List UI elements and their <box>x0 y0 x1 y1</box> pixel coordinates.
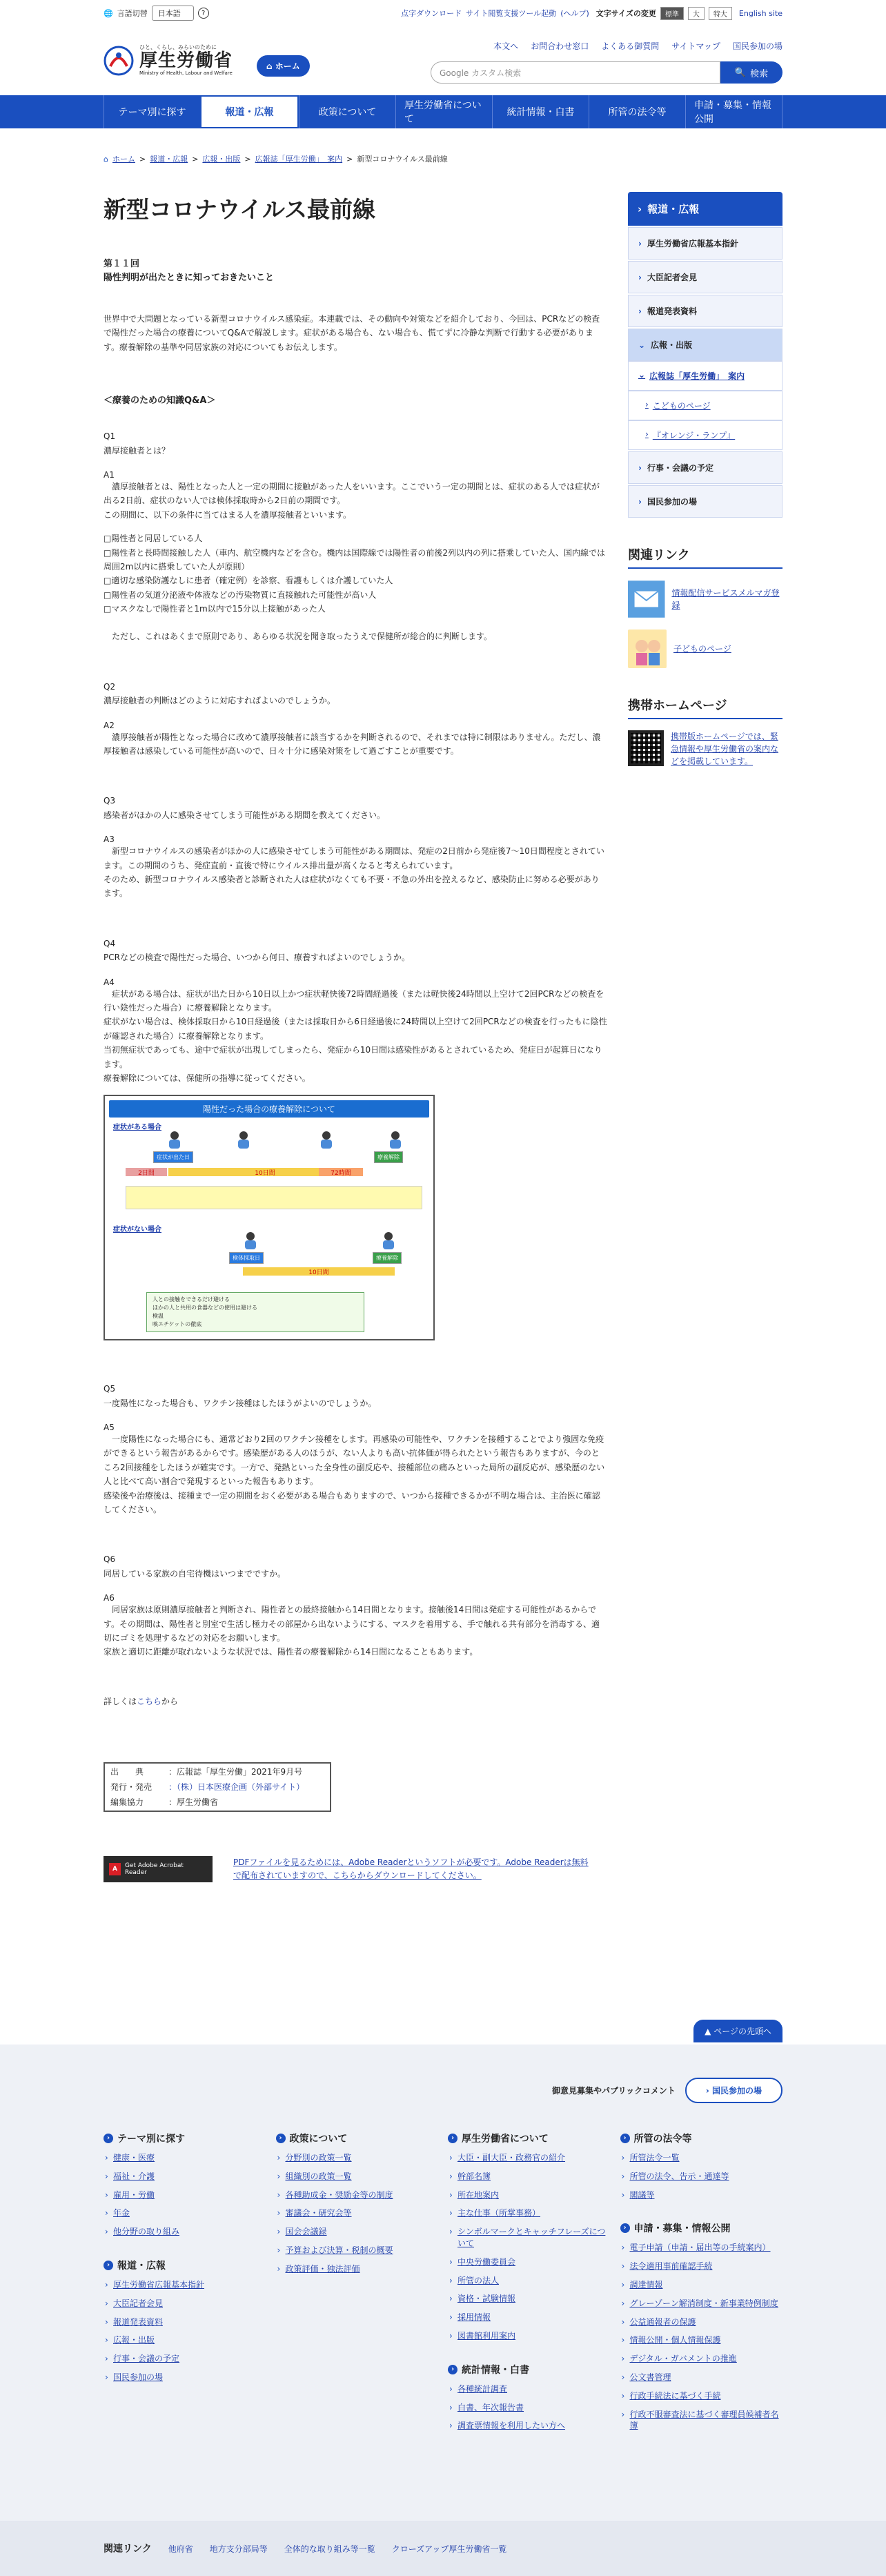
table-row <box>106 1780 328 1794</box>
breadcrumb-publication[interactable]: 広報・出版 <box>202 155 241 164</box>
question-6: Q6 同居している家族の自宅待機はいつまでですか。 <box>104 1554 286 1579</box>
answer-3-body: 新型コロナウイルスの感染者がほかの人に感染させてしまう可能性がある期間は、発症の2日前から発症後7～10日間程度とされています。この期間のうち、発症直前・直後で特にウイルス排出量が高くなると考えられています。 そのため、新型コロナウイルス感染者と診断された人は症状がなくても不要・不急の外出を控えるなど、感染防止に努める必要があります。 <box>104 846 604 899</box>
footer-link[interactable]: › 公文書管理 <box>630 2372 783 2383</box>
footer-col-laws <box>620 2131 783 2439</box>
footer-heading-label: 申請・募集・情報公開 <box>633 2223 731 2235</box>
list-item: 検温 <box>152 1313 164 1320</box>
sidebar-item-publication[interactable] <box>628 329 782 361</box>
footer-col-about <box>448 2131 611 2439</box>
breadcrumb-press[interactable]: 報道・広報 <box>150 155 188 164</box>
participation-button[interactable] <box>685 2078 782 2103</box>
footer-heading <box>620 2131 783 2145</box>
page-top-button[interactable] <box>693 2020 782 2042</box>
house-icon: ⌂ <box>266 61 273 71</box>
list-item: □マスクなしで陽性者と1m以内で15分以上接触があった人 <box>104 604 326 614</box>
arrow-circle-icon: › <box>448 2365 457 2374</box>
chevron-up-icon: ▲ <box>705 2027 711 2036</box>
answer-5-label: A5 <box>104 1423 115 1433</box>
footer-link[interactable]: › 行政不服審査法に基づく審理員候補者名簿 <box>630 2409 783 2432</box>
related-link-label: 子どものページ <box>673 644 731 654</box>
credit-value[interactable]: ：（株）日本医療企画（外部サイト） <box>168 1782 305 1792</box>
credit-table <box>104 1762 331 1812</box>
footer-link[interactable]: › 中央労働委員会 <box>457 2256 611 2268</box>
footer-link[interactable]: › 幹部名簿 <box>457 2171 611 2183</box>
arrow-circle-icon: › <box>276 2134 286 2143</box>
gnav-policy[interactable]: 政策について <box>299 95 395 128</box>
search-button[interactable] <box>720 61 782 84</box>
font-size-standard[interactable]: 標準 <box>660 7 684 20</box>
accessibility-tool-link[interactable]: サイト閲覧支援ツール起動 <box>466 9 557 18</box>
mobile-site <box>628 730 782 768</box>
footer-link[interactable]: › 公益通報者の保護 <box>630 2316 783 2328</box>
arrow-circle-icon: › <box>620 2223 630 2233</box>
footer-link[interactable]: › 所管法令一覧 <box>630 2152 783 2164</box>
font-size-label: 文字サイズの変更 <box>595 9 656 18</box>
qa-item-3 <box>104 794 607 900</box>
footer-link[interactable]: › 所在地案内 <box>457 2189 611 2201</box>
footer-link[interactable]: › 審議会・研究会等 <box>286 2207 439 2219</box>
logo-tagline: ひと、くらし、みらいのために <box>139 44 217 51</box>
list-item: □陽性者の気道分泌液や体液などの汚染物質に直接触れた可能性が高い人 <box>104 589 377 600</box>
footer-link[interactable]: › 所管の法令、告示・通達等 <box>630 2171 783 2183</box>
footer-link[interactable]: › 厚生労働省広報基本指針 <box>113 2279 266 2291</box>
more-suffix: から <box>161 1696 179 1706</box>
footer-link[interactable]: › デジタル・ガバメントの推進 <box>630 2353 783 2365</box>
list-item: □適切な感染防護なしに患者（確定例）を診察、看護もしくは介護していた人 <box>104 576 393 586</box>
answer-6-body: 同居家族は原則濃厚接触者と判断され、陽性者との最終接触から14日間となります。接触後14日間は発症する可能性があるからです。その期間は、陽性者と別室で生活し極力その部屋から出ないようにする、マスクを着用する、手で触れる共有部分を消毒する、適切にゴミを処理するなどの対応をお願いします。 家族と適切に距離が取れないような状況では、陽性者の療養解除から14日間になることもあります。 <box>104 1605 600 1657</box>
home-button[interactable] <box>257 55 310 77</box>
qa-item-4 <box>104 937 607 1341</box>
footer-link[interactable]: › 予算および決算・税制の概要 <box>286 2245 439 2256</box>
footer-heading-label: 所管の法令等 <box>633 2134 692 2145</box>
footer-related-label: 関連リンク <box>104 2544 152 2555</box>
qa-item-5 <box>104 1382 607 1516</box>
kids-icon <box>628 630 667 668</box>
breadcrumb: ⌂ ホーム > 報道・広報 > 広報・出版 > 広報誌「厚生労働」 案内 > 新型コロナウイルス最前線 <box>104 154 448 164</box>
footer-link[interactable]: › 主な仕事（所掌事務） <box>457 2207 611 2219</box>
gnav-about[interactable]: 厚生労働省について <box>395 95 492 128</box>
util-link-contact[interactable]: お問合わせ窓口 <box>531 41 589 51</box>
sidebar-item-label: 行事・会議の予定 <box>647 463 713 473</box>
credit-key: 編集協力 <box>110 1797 144 1807</box>
english-site-link[interactable]: English site <box>738 8 782 18</box>
question-5: Q5 一度陽性になった場合も、ワクチン接種はしたほうがよいのでしょうか。 <box>104 1384 377 1408</box>
footer-heading <box>448 2363 611 2377</box>
footer-link[interactable]: › 資格・試験情報 <box>457 2293 611 2305</box>
footer-related-link[interactable]: クローズアップ厚生労働省一覧 <box>391 2544 507 2554</box>
arrow-circle-icon: › <box>104 2134 113 2143</box>
footer-link[interactable]: › 図書館利用案内 <box>457 2330 611 2342</box>
footer-link[interactable]: › 雇用・労働 <box>113 2189 266 2201</box>
global-nav <box>0 95 886 128</box>
person-icon <box>236 1131 251 1149</box>
answer-6-label: A6 <box>104 1593 115 1603</box>
question-1: Q1 濃厚接触者とは？ <box>104 431 170 456</box>
arrow-circle-icon: › <box>104 2261 113 2270</box>
sidebar <box>628 192 782 1882</box>
adobe-reader-notice <box>104 1856 607 1882</box>
breadcrumb-magazine[interactable]: 広報誌「厚生労働」 案内 <box>255 155 343 164</box>
footer-link[interactable]: › シンボルマークとキャッチフレーズについて <box>457 2226 611 2250</box>
mobile-site-link[interactable]: 携帯版ホームページでは、緊急情報や厚生労働省の案内などを掲載しています。 <box>671 732 779 766</box>
chevron-right-icon: › <box>638 202 642 215</box>
adobe-badge-label: Get Adobe Acrobat Reader <box>124 1862 184 1876</box>
more-info <box>104 1695 607 1707</box>
footer-link[interactable]: › 年金 <box>113 2207 266 2219</box>
person-icon <box>381 1231 396 1249</box>
footer-link[interactable]: › 広報・出版 <box>113 2334 266 2346</box>
sidebar-title[interactable] <box>628 192 782 226</box>
sample-badge: 検体採取日 <box>229 1252 264 1264</box>
mhlw-logo-icon <box>104 46 134 76</box>
more-prefix: 詳しくは <box>104 1696 137 1706</box>
intro-paragraph: 世界中で大問題となっている新型コロナウイルス感染症。本連載では、その動向や対策などを紹介しており、今回は、PCRなどの検査で陽性だった場合の療養についてQ&Aで解説します。症状がある場合も、ない場合も、慌てずに冷静な判断で行動する必要があります。療養解除の基準や同居家族の対応についてもお伝えします。 <box>104 314 600 352</box>
symptom-timeline-band <box>126 1186 422 1209</box>
figure-symptom-label: 症状がある場合 <box>113 1124 161 1132</box>
footer-heading-label: 厚生労働省について <box>462 2134 549 2145</box>
footer-heading <box>620 2221 783 2235</box>
sidebar-item-press-release[interactable] <box>628 295 782 327</box>
more-info-link[interactable]: こちら <box>137 1696 162 1706</box>
answer-4-body: 症状がある場合は、症状が出た日から10日以上かつ症状軽快後72時間経過後（または軽快後24時間以上空けて2回PCRなどの検査を行い陰性だった場合）に療養解除となります。 症状がない場合は、検体採取日から10日経過後（または採取日から6日経過後に24時間以上空けて2回PCRなどの検査を行ったもに陰性が確認された場合）に療養解除となります。 当初無症状であっても、途中で症状が出現してしまったら、発症から10日間は感染性があるとされているため、発症日が起算日になります。 療養解除については、保健所の指導に従ってください。 <box>104 988 607 1083</box>
opinion-label: 御意見募集やパブリックコメント <box>552 2086 676 2096</box>
util-link-sitemap[interactable]: サイトマップ <box>671 41 720 51</box>
footer-col-policy <box>276 2131 439 2439</box>
util-link-main[interactable]: 本文へ <box>493 41 519 51</box>
main-content <box>104 192 607 1882</box>
answer-2-body: 濃厚接触者が陽性となった場合に改めて濃厚接触者に該当するかを判断されるので、それまでは特に制限はありません。ただし、濃厚接触者は感染している可能性が高いので、日々十分に感染対策をして過ごすことが重要です。 <box>104 732 601 757</box>
font-size-switcher <box>596 7 732 20</box>
list-item: □陽性者と長時間接触した人（車内、航空機内などを含む。機内は国際線では陽性者の前後2列以内の列に搭乗していた人、国内線では周囲2m以内に搭乗していた人が原則） <box>104 547 605 572</box>
answer-1-note: ただし、これはあくまで原則であり、あらゆる状況を聞き取ったうえで保健所が総合的に判断します。 <box>112 632 493 642</box>
language-switcher <box>104 6 209 21</box>
footer-link[interactable]: › 健康・医療 <box>113 2152 266 2164</box>
credit-value: ：広報誌「厚生労働」2021年9月号 <box>168 1766 303 1777</box>
page-top-label: ページの先頭へ <box>713 2027 771 2036</box>
footer-related-links <box>0 2521 886 2576</box>
sidebar-item-label: 広報・出版 <box>651 340 693 350</box>
release-badge-2: 療養解除 <box>373 1252 402 1264</box>
footer-link[interactable]: › 白書、年次報告書 <box>457 2402 611 2414</box>
issue-number: 第１１回 <box>104 259 140 269</box>
top-utility-bar <box>0 0 886 26</box>
credit-key: 発行・発売 <box>110 1782 152 1792</box>
mail-icon <box>628 580 665 618</box>
footer-heading <box>276 2131 439 2145</box>
site-logo[interactable] <box>104 26 269 95</box>
quarantine-release-figure[interactable] <box>104 1095 435 1340</box>
chevron-down-icon: ⌄ <box>638 340 646 350</box>
related-link-label: 情報配信サービスメルマガ登録 <box>671 588 780 610</box>
footer-link[interactable]: › 大臣記者会見 <box>113 2298 266 2310</box>
footer-link[interactable]: › 各種助成金・奨励金等の制度 <box>286 2189 439 2201</box>
footer-link[interactable]: › 国民参加の場 <box>113 2372 266 2383</box>
arrow-right-icon: › <box>705 2086 712 2096</box>
house-icon: ⌂ <box>104 154 108 164</box>
breadcrumb-home[interactable]: ホーム <box>112 155 135 164</box>
footer-link[interactable]: › 所管の法人 <box>457 2275 611 2287</box>
breadcrumb-current: 新型コロナウイルス最前線 <box>357 155 448 164</box>
footer-heading-label: 政策について <box>289 2134 348 2145</box>
sidebar-sub-magazine[interactable] <box>628 361 782 391</box>
table-row <box>106 1795 328 1809</box>
footer-heading <box>448 2131 611 2145</box>
footer-heading-label: 報道・広報 <box>117 2260 166 2272</box>
page-title: 新型コロナウイルス最前線 <box>104 196 376 223</box>
chevron-right-icon: › <box>638 238 642 248</box>
footer-link[interactable]: › 調査票情報を利用したい方へ <box>457 2420 611 2432</box>
footer-heading-label: テーマ別に探す <box>117 2134 185 2145</box>
gnav-laws[interactable]: 所管の法令等 <box>589 95 685 128</box>
qa-item-6 <box>104 1552 607 1659</box>
footer-link[interactable]: › 採用情報 <box>457 2312 611 2323</box>
gnav-theme[interactable]: テーマ別に探す <box>104 95 200 128</box>
footer-link[interactable]: › 各種統計調査 <box>457 2383 611 2395</box>
participation-label: 国民参加の場 <box>711 2086 762 2096</box>
person-icon <box>388 1131 403 1149</box>
mobile-heading: 携帯ホームページ <box>628 696 782 719</box>
sidebar-sub-orange-lamp[interactable] <box>628 420 782 450</box>
answer-2-label: A2 <box>104 720 115 730</box>
footer-link[interactable]: › 報道発表資料 <box>113 2316 266 2328</box>
question-3: Q3 感染者がほかの人に感染させてしまう可能性がある期間を教えてください。 <box>104 796 386 820</box>
util-link-participation[interactable]: 国民参加の場 <box>732 41 782 51</box>
two-days-bar: 2日間 <box>126 1168 167 1176</box>
credit-value: ：厚生労働省 <box>168 1797 218 1807</box>
sidebar-sub-label: 広報誌「厚生労働」 案内 <box>649 371 745 381</box>
footer-link[interactable]: › 組織別の政策一覧 <box>286 2171 439 2183</box>
list-item: 咳エチケットの徹底 <box>152 1321 202 1328</box>
util-link-faq[interactable]: よくある御質問 <box>601 41 660 51</box>
gnav-statistics[interactable]: 統計情報・白書 <box>492 95 589 128</box>
answer-1-body: 濃厚接触者とは、陽性となった人と一定の期間に接触があった人をいいます。ここでいう一定の期間とは、症状のある人では症状が出る2日前、症状のない人では検体採取時から2日前の期間です。 この期間に、以下の条件に当てはまる人を濃厚接触者といいます。 <box>104 481 600 520</box>
onset-badge: 症状が出た日 <box>153 1151 193 1163</box>
help-icon[interactable]: ? <box>198 8 209 19</box>
article-subtitle: 陽性判明が出たときに知っておきたいこと <box>104 272 275 283</box>
site-footer <box>0 2045 886 2576</box>
footer-related-link[interactable]: 地方支分部局等 <box>209 2544 268 2554</box>
sidebar-item-label: 報道発表資料 <box>647 306 697 316</box>
footer-link[interactable]: › 法令適用事前確認手続 <box>630 2261 783 2272</box>
sidebar-item-participation[interactable] <box>628 485 782 518</box>
home-button-label: ホーム <box>275 61 300 71</box>
chevron-right-icon: › <box>638 496 642 507</box>
search-input[interactable]: Google カスタム検索 <box>431 61 720 84</box>
arrow-circle-icon: › <box>620 2134 630 2143</box>
chevron-right-icon: › <box>645 400 649 409</box>
pdf-icon: A <box>109 1863 121 1875</box>
qa-item-2 <box>104 680 607 759</box>
question-4: Q4 PCRなどの検査で陽性だった場合、いつから何日、療養すればよいのでしょうか。 <box>104 938 410 963</box>
font-size-xlarge[interactable]: 特大 <box>709 7 732 20</box>
footer-link[interactable]: › 大臣・副大臣・政務官の紹介 <box>457 2152 611 2164</box>
sidebar-sub-label: 『オレンジ・ランプ』 <box>652 431 736 440</box>
utility-links <box>396 40 782 52</box>
answer-1-label: A1 <box>104 469 115 480</box>
list-item: ほかの人と共用の食器などの使用は避ける <box>152 1305 257 1311</box>
footer-link[interactable]: › 分野別の政策一覧 <box>286 2152 439 2164</box>
list-item: 人との接触をできるだけ避ける <box>152 1296 230 1303</box>
footer-link[interactable]: › 政策評価・独法評価 <box>286 2263 439 2275</box>
table-row <box>106 1765 328 1779</box>
sidebar-title-label: 報道・広報 <box>647 203 700 215</box>
language-select[interactable]: 日本語 <box>152 6 194 21</box>
chevron-right-icon: › <box>638 306 642 316</box>
footer-link[interactable]: › 行事・会議の予定 <box>113 2353 266 2365</box>
chevron-down-icon: ⌄ <box>638 370 646 380</box>
search-button-label: 検索 <box>750 68 769 79</box>
person-icon <box>319 1131 334 1149</box>
footer-link[interactable]: › 行政手続法に基づく手続 <box>630 2390 783 2402</box>
braille-download-link[interactable]: 点字ダウンロード <box>401 9 462 18</box>
related-mailmag[interactable] <box>628 580 782 618</box>
footer-heading <box>104 2258 266 2272</box>
ten-days-bar-2: 10日間 <box>243 1267 395 1276</box>
footer-col-theme <box>104 2131 266 2439</box>
person-icon <box>167 1131 182 1149</box>
logo-title: 厚生労働省 <box>139 50 233 72</box>
footer-link[interactable]: › 調達情報 <box>630 2279 783 2291</box>
sidebar-sub-label: こどものページ <box>652 401 711 411</box>
chevron-right-icon: › <box>638 272 642 282</box>
list-item: □陽性者と同居している人 <box>104 534 203 544</box>
related-links-heading: 関連リンク <box>628 545 782 569</box>
figure-no-symptom-label: 症状がない場合 <box>113 1226 161 1234</box>
search-icon: 🔍 <box>734 67 747 78</box>
globe-icon: 🌐 <box>104 8 113 18</box>
footer-link[interactable]: › 他分野の取り組み <box>113 2226 266 2238</box>
adobe-reader-badge[interactable] <box>104 1856 213 1882</box>
figure-title: 陽性だった場合の療養解除について <box>109 1100 429 1118</box>
answer-3-label: A3 <box>104 835 115 845</box>
release-badge: 療養解除 <box>374 1151 403 1163</box>
logo-english: Ministry of Health, Labour and Welfare <box>139 70 233 76</box>
footer-link[interactable]: › グレーゾーン解消制度・新事業特例制度 <box>630 2298 783 2310</box>
chevron-right-icon: › <box>638 462 642 473</box>
footer-heading <box>104 2131 266 2145</box>
qa-item-1 <box>104 429 607 644</box>
footer-link[interactable]: › 電子申請（申請・届出等の手続案内） <box>630 2242 783 2254</box>
arrow-circle-icon: › <box>448 2134 457 2143</box>
related-kids[interactable] <box>628 630 782 668</box>
answer-4-label: A4 <box>104 977 115 987</box>
gnav-press[interactable]: 報道・広報 <box>200 95 299 128</box>
qa-section-heading: ＜療養のための知識Q&A＞ <box>104 396 216 407</box>
sidebar-item-events[interactable] <box>628 451 782 484</box>
sidebar-sub-kids[interactable] <box>628 391 782 420</box>
figure-notes <box>146 1292 364 1332</box>
answer-5-body: 一度陽性になった場合にも、通常どおり2回のワクチン接種をします。再感染の可能性や、ワクチンを接種することでより強固な免疫ができるという報告があるからです。感染歴がある人のほうが、ない人よりも高い抗体価が得られたという報告もありますが、今のところ2回接種をしたほうが確実です。一方で、発熱といった全身性の副反応や、接種部位の痛みといった局所の副反応が、感染歴のない人と比べて高い割合で発現するといった報告もあります。 感染後や治療後は、接種まで一定の期間をおく必要がある場合もありますので、いつから接種できるかが不明な場合は、主治医に確認してください。 <box>104 1434 605 1515</box>
footer-related-link[interactable]: 他府省 <box>168 2544 193 2554</box>
qr-code-icon <box>628 730 664 766</box>
sidebar-item-label: 大臣記者会見 <box>647 273 697 282</box>
footer-link[interactable]: › 情報公開・個人情報保護 <box>630 2334 783 2346</box>
ten-days-bar: 10日間 <box>168 1168 362 1176</box>
sidebar-item-basic-policy[interactable] <box>628 227 782 260</box>
footer-link[interactable]: › 福祉・介護 <box>113 2171 266 2183</box>
footer-link[interactable]: › 国会会議録 <box>286 2226 439 2238</box>
help-link[interactable]: (ヘルプ) <box>560 9 589 18</box>
font-size-large[interactable]: 大 <box>688 7 705 20</box>
sidebar-item-press-conference[interactable] <box>628 261 782 293</box>
contact-criteria-list <box>104 531 607 616</box>
footer-link[interactable]: › 閣議等 <box>630 2189 783 2201</box>
credit-key: 出 典 <box>110 1766 144 1777</box>
question-2: Q2 濃厚接触者の判断はどのように対応すればよいのでしょうか。 <box>104 681 336 706</box>
person-icon <box>243 1231 258 1249</box>
adobe-download-link[interactable]: PDFファイルを見るためには、Adobe Readerというソフトが必要です。Adobe Readerは無料で配布されていますので、こちらからダウンロードしてください。 <box>233 1857 589 1880</box>
footer-related-link[interactable]: 全体的な取り組み等一覧 <box>284 2544 375 2554</box>
hours-bar: 72時間 <box>319 1168 363 1176</box>
lang-label: 言語切替 <box>117 9 148 18</box>
gnav-applications[interactable]: 申請・募集・情報公開 <box>685 95 782 128</box>
footer-heading-label: 統計情報・白書 <box>462 2364 529 2376</box>
site-header <box>0 26 886 95</box>
sidebar-item-label: 厚生労働省広報基本指針 <box>647 239 738 248</box>
search-box <box>396 61 782 84</box>
sidebar-item-label: 国民参加の場 <box>647 497 697 507</box>
chevron-right-icon: › <box>645 429 649 439</box>
